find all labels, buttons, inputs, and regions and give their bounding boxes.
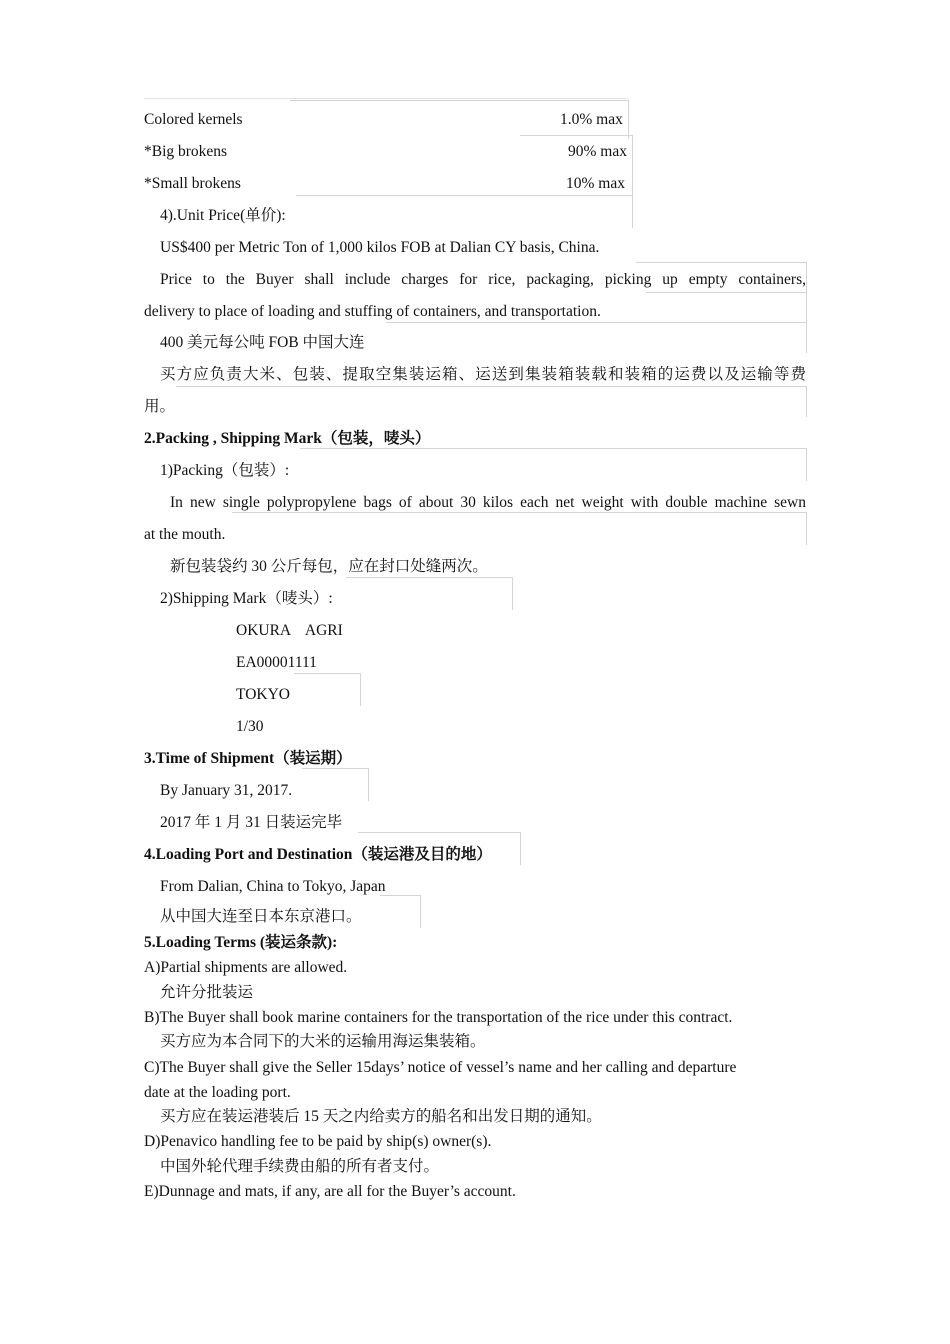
packing-text-2: at the mouth. bbox=[144, 526, 226, 543]
packing-subheading: 1)Packing（包装）: bbox=[160, 462, 290, 479]
term-b-cn: 买方应为本合同下的大米的运输用海运集装箱。 bbox=[160, 1033, 486, 1050]
shipping-mark-line-3: TOKYO bbox=[236, 686, 290, 703]
frame-line bbox=[232, 512, 807, 545]
term-a: A)Partial shipments are allowed. bbox=[144, 959, 348, 976]
packing-text-1: In new single polypropylene bags of about 30 kilos each net weight with double machine sewn bbox=[170, 494, 806, 511]
price-includes-cn-1: 买方应负责大米、包装、提取空集装运箱、运送到集装箱装载和装箱的运费以及运输等费 bbox=[160, 366, 806, 383]
packing-heading: 2.Packing , Shipping Mark（包装，唛头） bbox=[144, 430, 431, 447]
shipping-mark-line-1: OKURA AGRI bbox=[236, 622, 343, 639]
frame-line bbox=[302, 768, 369, 801]
loading-terms-heading: 5.Loading Terms (装运条款): bbox=[144, 934, 338, 951]
frame-line bbox=[296, 195, 633, 228]
frame-line bbox=[346, 577, 513, 610]
term-c-cn: 买方应在装运港装后 15 天之内给卖方的船名和出发日期的通知。 bbox=[160, 1108, 602, 1125]
price-includes-cn-2: 用。 bbox=[144, 398, 176, 415]
big-brokens-label: *Big brokens bbox=[144, 143, 228, 160]
colored-kernels-value: 1.0% max bbox=[560, 111, 623, 128]
term-a-cn: 允许分批装运 bbox=[160, 984, 254, 1001]
port-text: From Dalian, China to Tokyo, Japan bbox=[160, 878, 386, 895]
frame-line bbox=[176, 386, 807, 417]
small-brokens-label: *Small brokens bbox=[144, 175, 241, 192]
frame-line bbox=[646, 292, 807, 323]
unit-price-heading: 4).Unit Price(单价): bbox=[160, 207, 286, 224]
frame-line bbox=[380, 895, 421, 928]
small-brokens-value: 10% max bbox=[566, 175, 625, 192]
term-b: B)The Buyer shall book marine containers for the transportation of the rice under this contract. bbox=[144, 1009, 733, 1026]
term-c-line-1: C)The Buyer shall give the Seller 15days’ notice of vessel’s name and her calling and departure bbox=[144, 1059, 737, 1076]
colored-kernels-label: Colored kernels bbox=[144, 111, 243, 128]
unit-price-cn: 400 美元每公吨 FOB 中国大连 bbox=[160, 334, 365, 351]
shipment-text: By January 31, 2017. bbox=[160, 782, 293, 799]
unit-price-line: US$400 per Metric Ton of 1,000 kilos FOB at Dalian CY basis, China. bbox=[160, 239, 600, 256]
shipment-cn: 2017 年 1 月 31 日装运完毕 bbox=[160, 814, 343, 831]
packing-cn: 新包装袋约 30 公斤每包，应在封口处缝两次。 bbox=[170, 558, 488, 575]
shipping-mark-line-4: 1/30 bbox=[236, 718, 264, 735]
table-top-rule bbox=[144, 98, 628, 99]
price-includes-line-1: Price to the Buyer shall include charges for rice, packaging, picking up empty containers, bbox=[160, 271, 806, 288]
term-d-cn: 中国外轮代理手续费由船的所有者支付。 bbox=[160, 1158, 440, 1175]
frame-line bbox=[386, 322, 807, 353]
term-d: D)Penavico handling fee to be paid by ship(s) owner(s). bbox=[144, 1133, 492, 1150]
shipping-mark-subheading: 2)Shipping Mark（唛头）: bbox=[160, 590, 333, 607]
shipping-mark-line-2: EA00001111 bbox=[236, 654, 317, 671]
big-brokens-value: 90% max bbox=[568, 143, 627, 160]
frame-line bbox=[300, 448, 807, 481]
shipment-heading: 3.Time of Shipment（装运期） bbox=[144, 750, 352, 767]
port-heading: 4.Loading Port and Destination（装运港及目的地） bbox=[144, 846, 492, 863]
port-cn: 从中国大连至日本东京港口。 bbox=[160, 908, 362, 925]
price-includes-line-2: delivery to place of loading and stuffing of containers, and transportation. bbox=[144, 303, 601, 320]
term-c-line-2: date at the loading port. bbox=[144, 1084, 291, 1101]
frame-line bbox=[294, 673, 361, 706]
term-e: E)Dunnage and mats, if any, are all for the Buyer’s account. bbox=[144, 1183, 516, 1200]
